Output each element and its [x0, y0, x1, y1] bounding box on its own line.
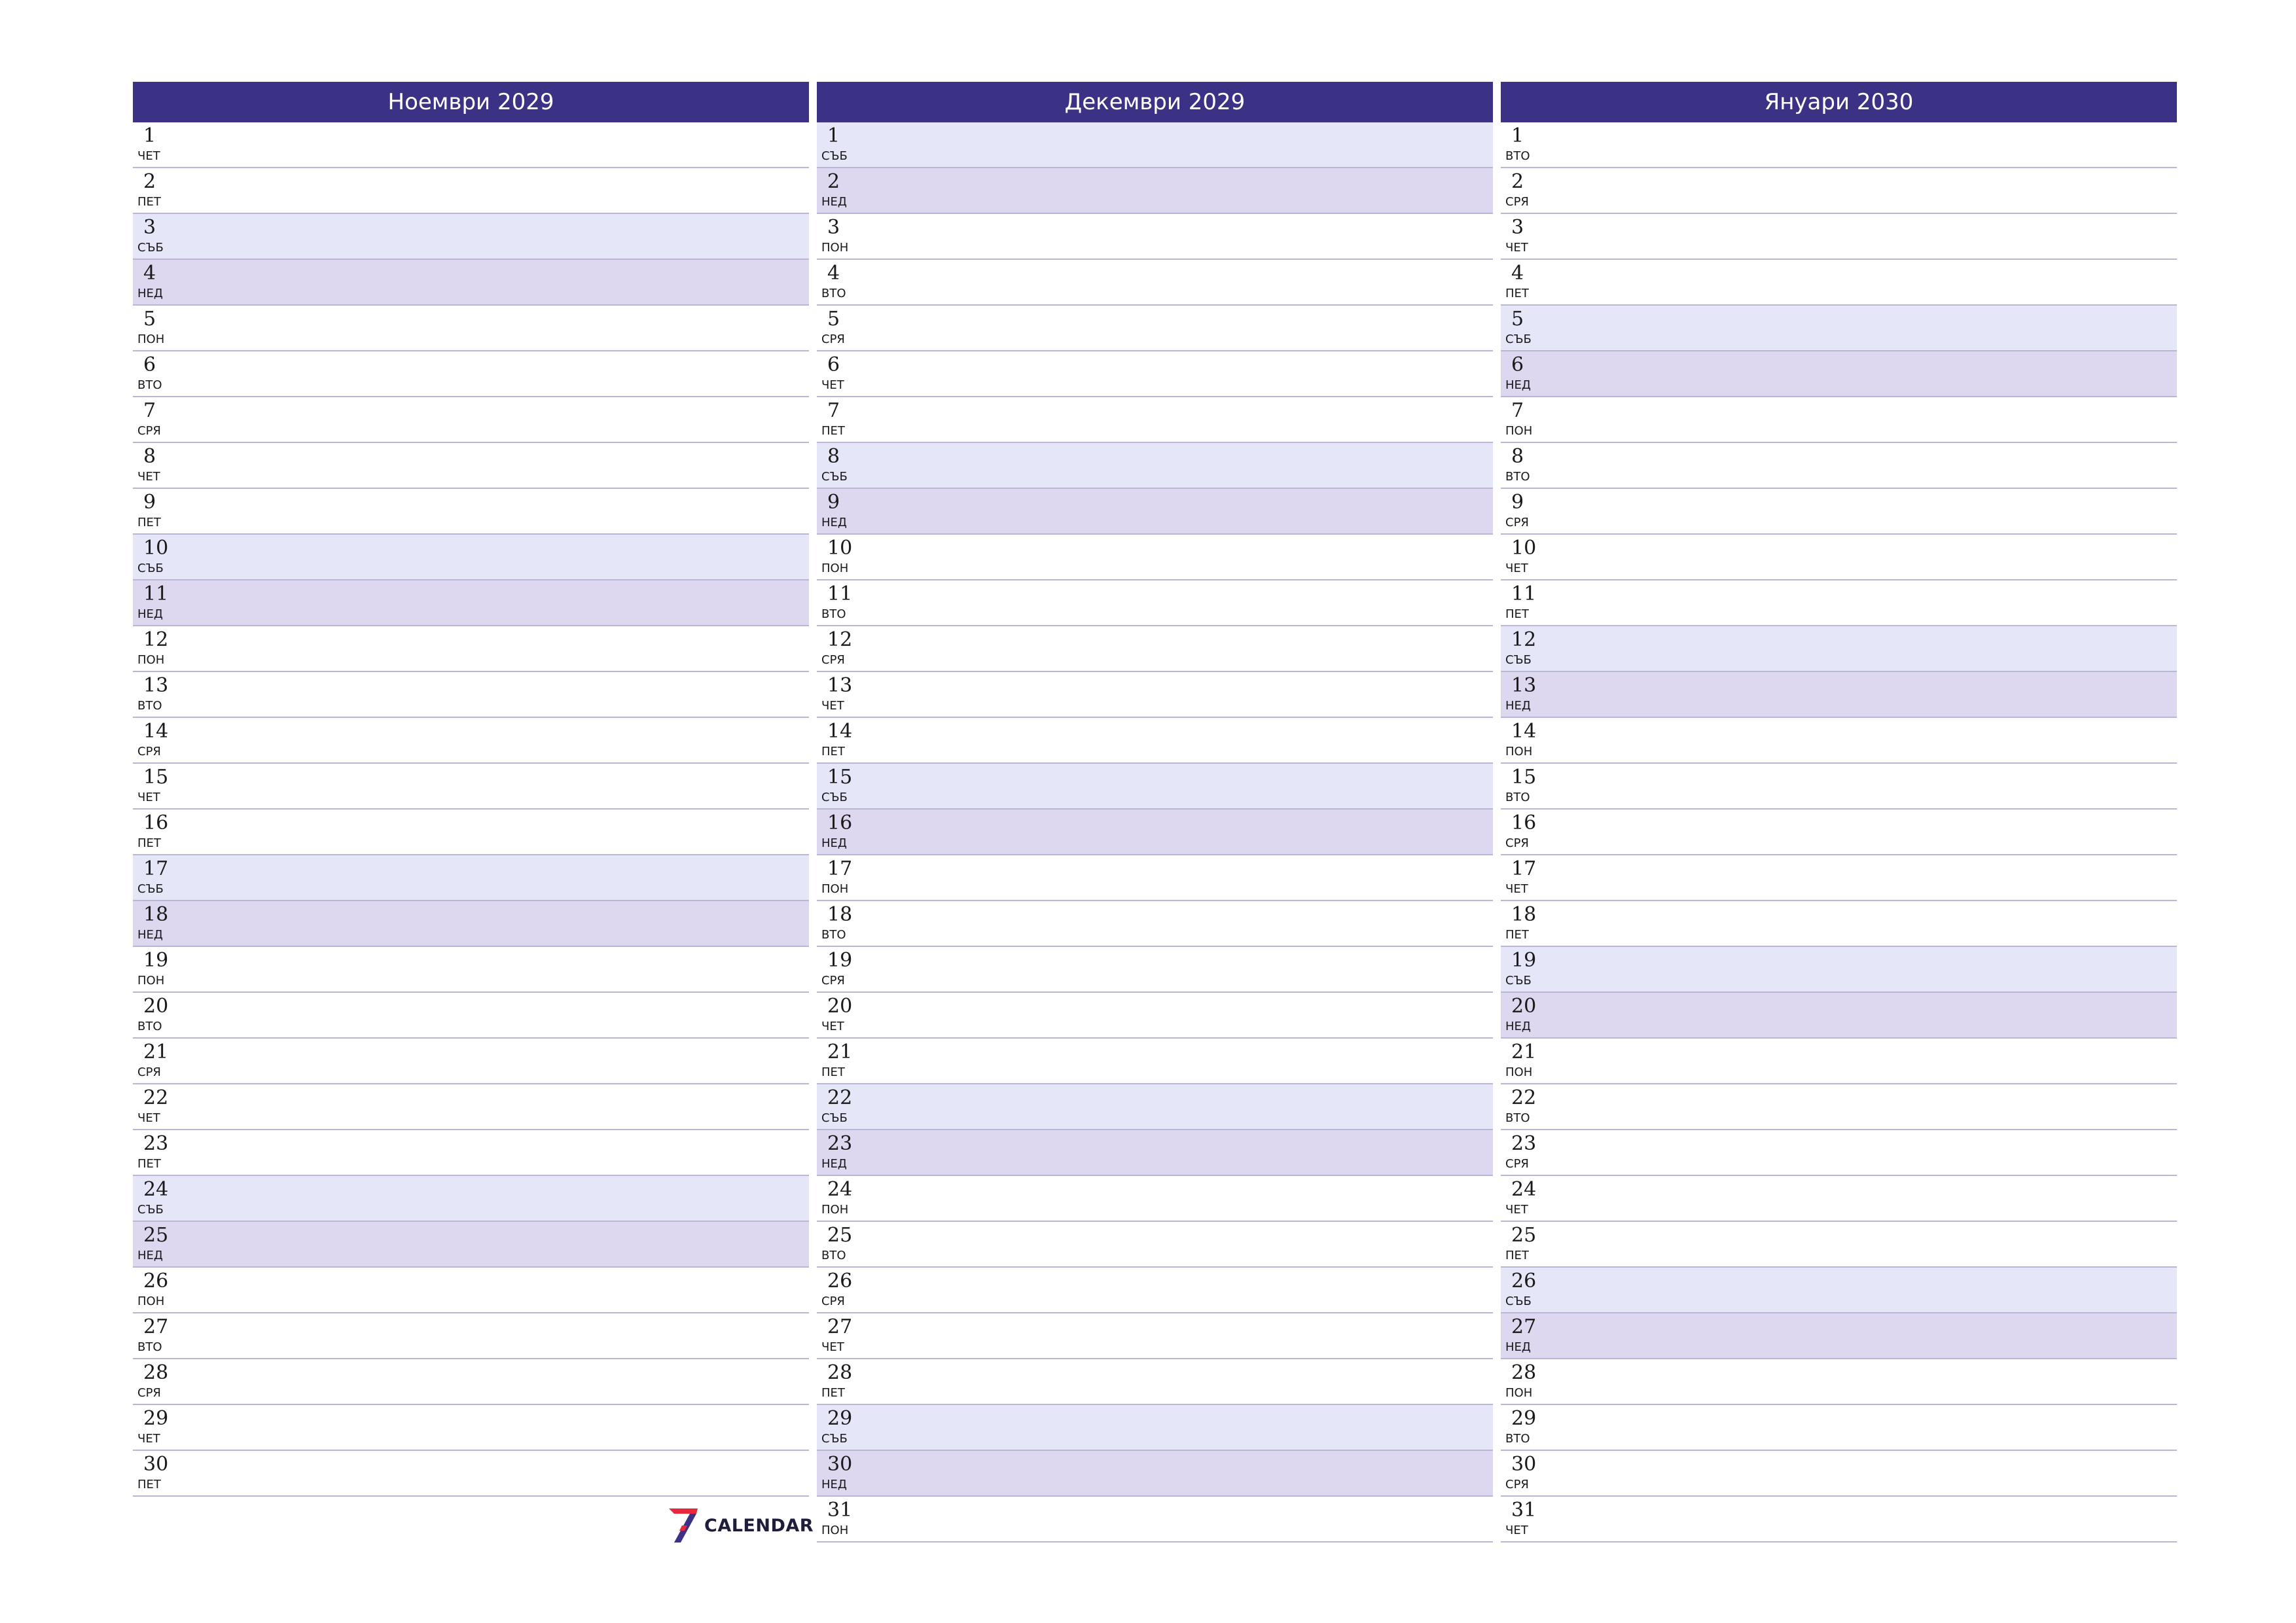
weekday-name: ПЕТ	[137, 1157, 161, 1171]
weekday-name: ПОН	[1505, 1386, 1533, 1400]
day-row[interactable]	[817, 443, 1493, 489]
day-row[interactable]	[1501, 672, 2177, 718]
day-number: 7	[1511, 399, 1524, 422]
weekday-name: СРЯ	[821, 653, 845, 667]
weekday-name: СРЯ	[1505, 1478, 1529, 1491]
day-row[interactable]	[817, 397, 1493, 443]
day-row[interactable]	[817, 901, 1493, 947]
day-number: 5	[827, 308, 840, 330]
day-row[interactable]	[1501, 1313, 2177, 1359]
day-number: 21	[1511, 1041, 1537, 1063]
day-number: 26	[827, 1270, 853, 1293]
day-number: 4	[143, 262, 156, 285]
weekday-name: ПЕТ	[1505, 1249, 1529, 1262]
weekday-name: СРЯ	[137, 1065, 161, 1079]
weekday-name: ЧЕТ	[1505, 1203, 1528, 1217]
day-row[interactable]	[133, 626, 809, 672]
day-row[interactable]	[133, 672, 809, 718]
weekday-name: ПЕТ	[137, 836, 161, 850]
weekday-name: ПОН	[821, 562, 849, 575]
day-row[interactable]	[133, 535, 809, 580]
day-number: 31	[1511, 1499, 1537, 1522]
day-number: 20	[827, 995, 853, 1018]
weekday-name: СЪБ	[1505, 332, 1532, 346]
weekday-name: ПОН	[137, 332, 165, 346]
weekday-name: НЕД	[821, 836, 847, 850]
day-number: 2	[827, 170, 840, 193]
weekday-name: СРЯ	[137, 424, 161, 438]
day-row[interactable]	[817, 1222, 1493, 1268]
weekday-name: НЕД	[1505, 1340, 1531, 1354]
weekday-name: СЪБ	[821, 470, 848, 484]
calendar-logo	[668, 1507, 814, 1544]
day-row[interactable]	[133, 260, 809, 306]
weekday-name: СЪБ	[137, 241, 164, 255]
day-number: 23	[827, 1132, 853, 1155]
day-row[interactable]	[133, 1313, 809, 1359]
weekday-name: ВТО	[821, 607, 846, 621]
day-row[interactable]	[1501, 214, 2177, 260]
weekday-name: ПЕТ	[1505, 287, 1529, 300]
day-number: 28	[143, 1361, 169, 1384]
day-number: 25	[827, 1224, 853, 1247]
weekday-name: ПЕТ	[821, 424, 845, 438]
day-number: 16	[827, 812, 853, 834]
day-number: 10	[143, 537, 169, 560]
day-number: 9	[827, 491, 840, 514]
weekday-name: ЧЕТ	[1505, 882, 1528, 896]
weekday-name: ПОН	[137, 974, 165, 988]
day-number: 18	[1511, 903, 1537, 926]
weekday-name: ВТО	[821, 1249, 846, 1262]
weekday-name: ЧЕТ	[137, 149, 160, 163]
day-number: 11	[1511, 582, 1537, 605]
day-number: 30	[827, 1453, 853, 1476]
weekday-name: ВТО	[821, 928, 846, 942]
day-number: 27	[143, 1315, 169, 1338]
day-number: 13	[827, 674, 853, 697]
weekday-name: ЧЕТ	[821, 1020, 844, 1033]
weekday-name: ПОН	[137, 1294, 165, 1308]
day-row[interactable]	[817, 810, 1493, 855]
day-number: 1	[143, 124, 156, 147]
weekday-name: ВТО	[1505, 791, 1530, 804]
weekday-name: СЪБ	[137, 562, 164, 575]
weekday-name: НЕД	[821, 195, 847, 209]
day-number: 6	[143, 353, 156, 376]
day-number: 2	[1511, 170, 1524, 193]
day-number: 21	[827, 1041, 853, 1063]
weekday-name: ПЕТ	[821, 745, 845, 758]
day-row[interactable]	[133, 1039, 809, 1084]
day-row[interactable]	[133, 901, 809, 947]
weekday-name: ВТО	[137, 1340, 162, 1354]
month-column	[133, 82, 809, 1497]
weekday-name: ВТО	[137, 1020, 162, 1033]
day-number: 9	[143, 491, 156, 514]
day-row[interactable]	[817, 672, 1493, 718]
day-number: 17	[827, 857, 853, 880]
day-row[interactable]	[133, 489, 809, 535]
day-number: 3	[143, 216, 156, 239]
day-row[interactable]	[817, 947, 1493, 993]
day-row[interactable]	[817, 168, 1493, 214]
day-number: 14	[827, 720, 853, 743]
day-number: 4	[827, 262, 840, 285]
day-number: 5	[1511, 308, 1524, 330]
day-row[interactable]	[817, 626, 1493, 672]
day-row[interactable]	[1501, 1497, 2177, 1543]
month-column	[817, 82, 1493, 1543]
weekday-name: СРЯ	[1505, 1157, 1529, 1171]
weekday-name: СЪБ	[137, 882, 164, 896]
day-row[interactable]	[1501, 1359, 2177, 1405]
day-row[interactable]	[133, 443, 809, 489]
weekday-name: ВТО	[137, 699, 162, 713]
day-row[interactable]	[133, 397, 809, 443]
weekday-name: ПЕТ	[137, 195, 161, 209]
weekday-name: СРЯ	[137, 745, 161, 758]
day-number: 9	[1511, 491, 1524, 514]
seven-logo-icon	[668, 1507, 699, 1544]
day-number: 24	[143, 1178, 169, 1201]
day-row[interactable]	[817, 351, 1493, 397]
day-number: 8	[143, 445, 156, 468]
weekday-name: СЪБ	[821, 1432, 848, 1446]
day-row[interactable]	[817, 260, 1493, 306]
day-row[interactable]	[133, 168, 809, 214]
day-row[interactable]	[1501, 810, 2177, 855]
weekday-name: НЕД	[1505, 699, 1531, 713]
weekday-name: ПЕТ	[821, 1065, 845, 1079]
day-number: 19	[827, 949, 853, 972]
day-row[interactable]	[1501, 764, 2177, 810]
day-row[interactable]	[817, 122, 1493, 168]
day-number: 16	[1511, 812, 1537, 834]
weekday-name: НЕД	[821, 516, 847, 529]
day-number: 7	[143, 399, 156, 422]
day-number: 19	[1511, 949, 1537, 972]
weekday-name: ЧЕТ	[1505, 562, 1528, 575]
day-number: 3	[1511, 216, 1524, 239]
day-number: 8	[827, 445, 840, 468]
weekday-name: СЪБ	[821, 791, 848, 804]
weekday-name: ВТО	[1505, 1111, 1530, 1125]
day-row[interactable]	[133, 1268, 809, 1313]
day-number: 23	[1511, 1132, 1537, 1155]
weekday-name: ПОН	[1505, 745, 1533, 758]
day-number: 17	[1511, 857, 1537, 880]
month-title: Ноември 2029	[133, 82, 809, 122]
day-row[interactable]	[817, 1451, 1493, 1497]
day-row[interactable]	[817, 580, 1493, 626]
day-number: 12	[1511, 628, 1537, 651]
day-row[interactable]	[1501, 855, 2177, 901]
weekday-name: ВТО	[1505, 470, 1530, 484]
weekday-name: ПЕТ	[1505, 607, 1529, 621]
weekday-name: СЪБ	[1505, 974, 1532, 988]
day-number: 29	[1511, 1407, 1537, 1430]
day-row[interactable]	[133, 1359, 809, 1405]
day-row[interactable]	[817, 306, 1493, 351]
weekday-name: СРЯ	[137, 1386, 161, 1400]
day-row[interactable]	[1501, 993, 2177, 1039]
weekday-name: СРЯ	[1505, 516, 1529, 529]
weekday-name: ПЕТ	[1505, 928, 1529, 942]
day-row[interactable]	[133, 1405, 809, 1451]
weekday-name: ЧЕТ	[1505, 241, 1528, 255]
three-month-calendar	[133, 82, 2179, 1554]
day-number: 27	[1511, 1315, 1537, 1338]
day-row[interactable]	[817, 1405, 1493, 1451]
day-row[interactable]	[1501, 1405, 2177, 1451]
day-row[interactable]	[1501, 489, 2177, 535]
day-number: 5	[143, 308, 156, 330]
day-row[interactable]	[1501, 901, 2177, 947]
month-title: Декември 2029	[817, 82, 1493, 122]
day-number: 6	[827, 353, 840, 376]
day-number: 14	[143, 720, 169, 743]
day-row[interactable]	[133, 764, 809, 810]
day-row[interactable]	[817, 1130, 1493, 1176]
day-row[interactable]	[133, 214, 809, 260]
day-row[interactable]	[1501, 718, 2177, 764]
day-row[interactable]	[133, 855, 809, 901]
day-row[interactable]	[1501, 947, 2177, 993]
day-number: 25	[143, 1224, 169, 1247]
weekday-name: НЕД	[821, 1157, 847, 1171]
day-number: 31	[827, 1499, 853, 1522]
day-row[interactable]	[1501, 306, 2177, 351]
weekday-name: ПОН	[1505, 424, 1533, 438]
day-row[interactable]	[1501, 1268, 2177, 1313]
day-number: 10	[1511, 537, 1537, 560]
day-row[interactable]	[817, 1084, 1493, 1130]
day-number: 26	[1511, 1270, 1537, 1293]
day-row[interactable]	[133, 1176, 809, 1222]
weekday-name: ПОН	[137, 653, 165, 667]
day-number: 10	[827, 537, 853, 560]
weekday-name: ЧЕТ	[821, 699, 844, 713]
day-number: 19	[143, 949, 169, 972]
day-number: 25	[1511, 1224, 1537, 1247]
day-row[interactable]	[817, 1268, 1493, 1313]
day-row[interactable]	[817, 855, 1493, 901]
weekday-name: ЧЕТ	[1505, 1524, 1528, 1537]
weekday-name: СРЯ	[821, 332, 845, 346]
day-number: 20	[143, 995, 169, 1018]
day-row[interactable]	[817, 764, 1493, 810]
day-row[interactable]	[817, 1313, 1493, 1359]
day-number: 3	[827, 216, 840, 239]
day-number: 23	[143, 1132, 169, 1155]
day-row[interactable]	[817, 489, 1493, 535]
weekday-name: ПЕТ	[137, 1478, 161, 1491]
weekday-name: НЕД	[137, 928, 163, 942]
day-number: 22	[143, 1086, 169, 1109]
weekday-name: ЧЕТ	[821, 1340, 844, 1354]
day-number: 14	[1511, 720, 1537, 743]
weekday-name: НЕД	[137, 1249, 163, 1262]
day-row[interactable]	[817, 214, 1493, 260]
day-number: 28	[1511, 1361, 1537, 1384]
weekday-name: ЧЕТ	[137, 791, 160, 804]
day-number: 27	[827, 1315, 853, 1338]
weekday-name: ЧЕТ	[821, 378, 844, 392]
day-row[interactable]	[133, 947, 809, 993]
day-row[interactable]	[1501, 397, 2177, 443]
day-number: 30	[1511, 1453, 1537, 1476]
day-row[interactable]	[1501, 1222, 2177, 1268]
day-number: 22	[1511, 1086, 1537, 1109]
weekday-name: ПОН	[821, 1524, 849, 1537]
weekday-name: ЧЕТ	[137, 470, 160, 484]
day-row[interactable]	[133, 306, 809, 351]
weekday-name: ПЕТ	[137, 516, 161, 529]
weekday-name: ПОН	[821, 882, 849, 896]
month-title: Януари 2030	[1501, 82, 2177, 122]
day-number: 11	[827, 582, 853, 605]
day-row[interactable]	[1501, 580, 2177, 626]
day-row[interactable]	[1501, 351, 2177, 397]
day-row[interactable]	[817, 1176, 1493, 1222]
day-row[interactable]	[133, 1222, 809, 1268]
day-row[interactable]	[133, 1130, 809, 1176]
day-number: 6	[1511, 353, 1524, 376]
weekday-name: НЕД	[821, 1478, 847, 1491]
day-number: 26	[143, 1270, 169, 1293]
month-column	[1501, 82, 2177, 1543]
day-row[interactable]	[1501, 168, 2177, 214]
day-number: 1	[827, 124, 840, 147]
day-number: 24	[1511, 1178, 1537, 1201]
weekday-name: ВТО	[137, 378, 162, 392]
day-row[interactable]	[1501, 1084, 2177, 1130]
logo-text: CALENDAR	[704, 1515, 814, 1536]
weekday-name: НЕД	[137, 287, 163, 300]
day-row[interactable]	[1501, 535, 2177, 580]
day-row[interactable]	[133, 351, 809, 397]
weekday-name: ЧЕТ	[137, 1432, 160, 1446]
day-row[interactable]	[1501, 443, 2177, 489]
day-number: 29	[143, 1407, 169, 1430]
weekday-name: ПОН	[1505, 1065, 1533, 1079]
weekday-name: ВТО	[1505, 149, 1530, 163]
weekday-name: ПЕТ	[821, 1386, 845, 1400]
weekday-name: ПОН	[821, 1203, 849, 1217]
day-row[interactable]	[1501, 1039, 2177, 1084]
day-number: 7	[827, 399, 840, 422]
day-number: 30	[143, 1453, 169, 1476]
day-number: 1	[1511, 124, 1524, 147]
day-row[interactable]	[1501, 1451, 2177, 1497]
weekday-name: СРЯ	[1505, 836, 1529, 850]
weekday-name: СЪБ	[1505, 1294, 1532, 1308]
weekday-name: СЪБ	[137, 1203, 164, 1217]
weekday-name: НЕД	[137, 607, 163, 621]
weekday-name: НЕД	[1505, 378, 1531, 392]
weekday-name: ПОН	[821, 241, 849, 255]
weekday-name: ВТО	[821, 287, 846, 300]
day-number: 11	[143, 582, 169, 605]
day-row[interactable]	[133, 580, 809, 626]
day-row[interactable]	[817, 1497, 1493, 1543]
day-row[interactable]	[133, 122, 809, 168]
day-number: 15	[827, 766, 853, 789]
day-row[interactable]	[133, 810, 809, 855]
day-number: 18	[827, 903, 853, 926]
weekday-name: СЪБ	[821, 1111, 848, 1125]
weekday-name: СРЯ	[821, 1294, 845, 1308]
day-row[interactable]	[133, 1084, 809, 1130]
day-number: 21	[143, 1041, 169, 1063]
day-number: 12	[827, 628, 853, 651]
weekday-name: СРЯ	[1505, 195, 1529, 209]
day-row[interactable]	[133, 718, 809, 764]
day-row[interactable]	[1501, 1176, 2177, 1222]
day-row[interactable]	[817, 993, 1493, 1039]
day-row[interactable]	[1501, 122, 2177, 168]
weekday-name: СРЯ	[821, 974, 845, 988]
weekday-name: СЪБ	[1505, 653, 1532, 667]
day-row[interactable]	[817, 535, 1493, 580]
day-row[interactable]	[1501, 1130, 2177, 1176]
weekday-name: НЕД	[1505, 1020, 1531, 1033]
day-number: 16	[143, 812, 169, 834]
day-row[interactable]	[1501, 260, 2177, 306]
day-number: 18	[143, 903, 169, 926]
day-number: 13	[1511, 674, 1537, 697]
day-row[interactable]	[133, 1451, 809, 1497]
day-row[interactable]	[1501, 626, 2177, 672]
day-number: 17	[143, 857, 169, 880]
weekday-name: ВТО	[1505, 1432, 1530, 1446]
day-number: 29	[827, 1407, 853, 1430]
day-number: 4	[1511, 262, 1524, 285]
day-row[interactable]	[133, 993, 809, 1039]
weekday-name: СЪБ	[821, 149, 848, 163]
day-number: 24	[827, 1178, 853, 1201]
day-number: 15	[1511, 766, 1537, 789]
weekday-name: ЧЕТ	[137, 1111, 160, 1125]
day-row[interactable]	[817, 1359, 1493, 1405]
day-number: 13	[143, 674, 169, 697]
day-row[interactable]	[817, 1039, 1493, 1084]
day-number: 15	[143, 766, 169, 789]
day-number: 28	[827, 1361, 853, 1384]
day-number: 12	[143, 628, 169, 651]
day-row[interactable]	[817, 718, 1493, 764]
day-number: 2	[143, 170, 156, 193]
day-number: 20	[1511, 995, 1537, 1018]
day-number: 22	[827, 1086, 853, 1109]
day-number: 8	[1511, 445, 1524, 468]
